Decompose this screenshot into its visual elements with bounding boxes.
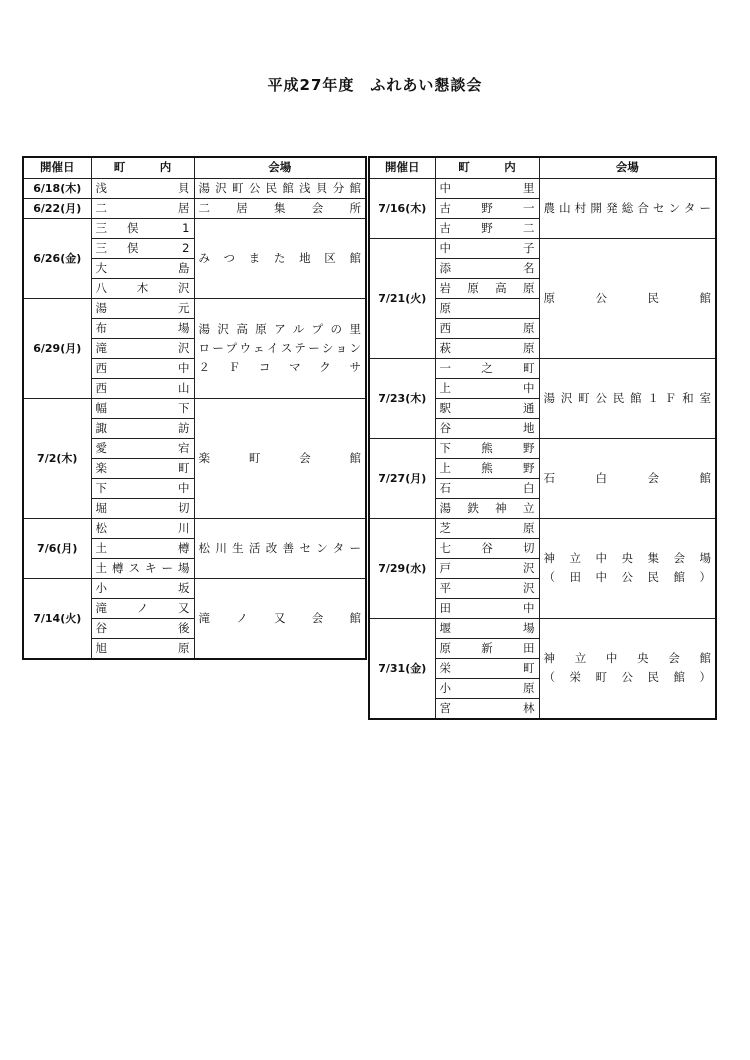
venue-name [194, 298, 366, 398]
town-name: 二居 [91, 198, 194, 218]
town-name: 谷地 [435, 418, 539, 438]
town-name: 土樽 [91, 538, 194, 558]
town-name: 小坂 [91, 578, 194, 598]
venue-line: 石 白 会 館 [543, 470, 711, 485]
town-name: 石白 [435, 478, 539, 498]
town-name: 田中 [435, 598, 539, 618]
table-row [369, 438, 716, 458]
town-name: 西中 [91, 358, 194, 378]
meeting-date: 7/21(火) [369, 238, 435, 358]
header-date: 開催日 [369, 157, 435, 178]
town-name: 旭原 [91, 638, 194, 659]
venue-name [539, 438, 716, 518]
table-row [23, 398, 366, 418]
town-name: 原 [435, 298, 539, 318]
venue-name [194, 398, 366, 518]
town-name: 宮林 [435, 698, 539, 719]
town-name: 八木沢 [91, 278, 194, 298]
venue-line: （栄町公民館） [543, 670, 711, 684]
town-name: 滝ノ又 [91, 598, 194, 618]
town-name: 谷後 [91, 618, 194, 638]
town-name: 中里 [435, 178, 539, 198]
venue-name [539, 518, 716, 618]
venue-name [539, 618, 716, 719]
venue-name [539, 358, 716, 438]
meeting-date: 7/27(月) [369, 438, 435, 518]
venue-name [194, 178, 366, 198]
venue-name [194, 198, 366, 218]
meeting-date: 7/16(木) [369, 178, 435, 238]
venue-line: 滝ノ又会館 [198, 610, 361, 625]
town-name: 滝沢 [91, 338, 194, 358]
town-name: 堰場 [435, 618, 539, 638]
town-name: 三俣 1 [91, 218, 194, 238]
table-row [23, 178, 366, 198]
meeting-date: 7/14(火) [23, 578, 91, 659]
town-name: 湯元 [91, 298, 194, 318]
town-name: 西山 [91, 378, 194, 398]
town-name: 古野一 [435, 198, 539, 218]
venue-line: 湯沢高原アルプの里 [198, 321, 361, 336]
town-name: 下中 [91, 478, 194, 498]
town-name: 古野二 [435, 218, 539, 238]
venue-name [194, 518, 366, 578]
header-town: 町 内 [91, 157, 194, 178]
venue-name [194, 578, 366, 659]
table-row [23, 578, 366, 598]
venue-line: ロープウェイステーション [198, 340, 361, 355]
town-name: 下熊野 [435, 438, 539, 458]
town-name: 添名 [435, 258, 539, 278]
town-name: 堀切 [91, 498, 194, 518]
town-name: 戸沢 [435, 558, 539, 578]
schedule-table-left [22, 156, 367, 660]
table-row [23, 298, 366, 318]
table-row [369, 618, 716, 638]
venue-line: みつまた地区館 [198, 250, 361, 265]
page-title: 平成27年度 ふれあい懇談会 [267, 76, 483, 94]
header-date: 開催日 [23, 157, 91, 178]
table-row [23, 518, 366, 538]
town-name: 一之町 [435, 358, 539, 378]
town-name: 芝原 [435, 518, 539, 538]
town-name: 愛宕 [91, 438, 194, 458]
table-row [23, 198, 366, 218]
meeting-date: 7/29(水) [369, 518, 435, 618]
header-venue: 会場 [539, 157, 716, 178]
table-row [369, 178, 716, 198]
town-name: 西原 [435, 318, 539, 338]
town-name: 萩原 [435, 338, 539, 358]
venue-name [194, 218, 366, 298]
town-name: 布場 [91, 318, 194, 338]
town-name: 松川 [91, 518, 194, 538]
meeting-date: 6/26(金) [23, 218, 91, 298]
town-name: 諏訪 [91, 418, 194, 438]
schedule-table-right [368, 156, 717, 720]
venue-line: 二 居 集 会 所 [198, 200, 361, 215]
meeting-date: 7/2(木) [23, 398, 91, 518]
table-row [369, 358, 716, 378]
town-name: 栄町 [435, 658, 539, 678]
venue-line: 楽 町 会 館 [198, 450, 361, 465]
meeting-date: 7/31(金) [369, 618, 435, 719]
town-name: 土樽スキー場 [91, 558, 194, 578]
town-name: 七谷切 [435, 538, 539, 558]
town-name: 小原 [435, 678, 539, 698]
meeting-date: 7/6(月) [23, 518, 91, 578]
town-name: 楽町 [91, 458, 194, 478]
venue-line: （田中公民館） [543, 570, 711, 584]
table-row [23, 218, 366, 238]
header-row [369, 157, 716, 178]
venue-line: 神立中央集会場 [543, 551, 711, 565]
venue-line: 原 公 民 館 [543, 290, 711, 305]
town-name: 上中 [435, 378, 539, 398]
venue-line: ２Ｆコマクサ [198, 359, 361, 374]
town-name: 三俣 2 [91, 238, 194, 258]
venue-line: 神立中央会館 [543, 651, 711, 665]
meeting-date: 7/23(木) [369, 358, 435, 438]
table-row [369, 518, 716, 538]
header-venue: 会場 [194, 157, 366, 178]
town-name: 幅下 [91, 398, 194, 418]
town-name: 浅貝 [91, 178, 194, 198]
town-name: 駅通 [435, 398, 539, 418]
town-name: 岩原高原 [435, 278, 539, 298]
town-name: 原新田 [435, 638, 539, 658]
venue-line: 農山村開発総合センター [543, 200, 711, 215]
town-name: 上熊野 [435, 458, 539, 478]
header-row [23, 157, 366, 178]
venue-line: 湯沢町公民館浅貝分館 [198, 180, 361, 195]
town-name: 大島 [91, 258, 194, 278]
venue-line: 湯沢町公民館１Ｆ和室 [543, 390, 711, 405]
header-town: 町 内 [435, 157, 539, 178]
venue-line: 松川生活改善センター [198, 540, 361, 555]
meeting-date: 6/18(木) [23, 178, 91, 198]
venue-name [539, 178, 716, 238]
town-name: 中子 [435, 238, 539, 258]
town-name: 平沢 [435, 578, 539, 598]
meeting-date: 6/22(月) [23, 198, 91, 218]
meeting-date: 6/29(月) [23, 298, 91, 398]
venue-name [539, 238, 716, 358]
table-row [369, 238, 716, 258]
town-name: 湯鉄神立 [435, 498, 539, 518]
